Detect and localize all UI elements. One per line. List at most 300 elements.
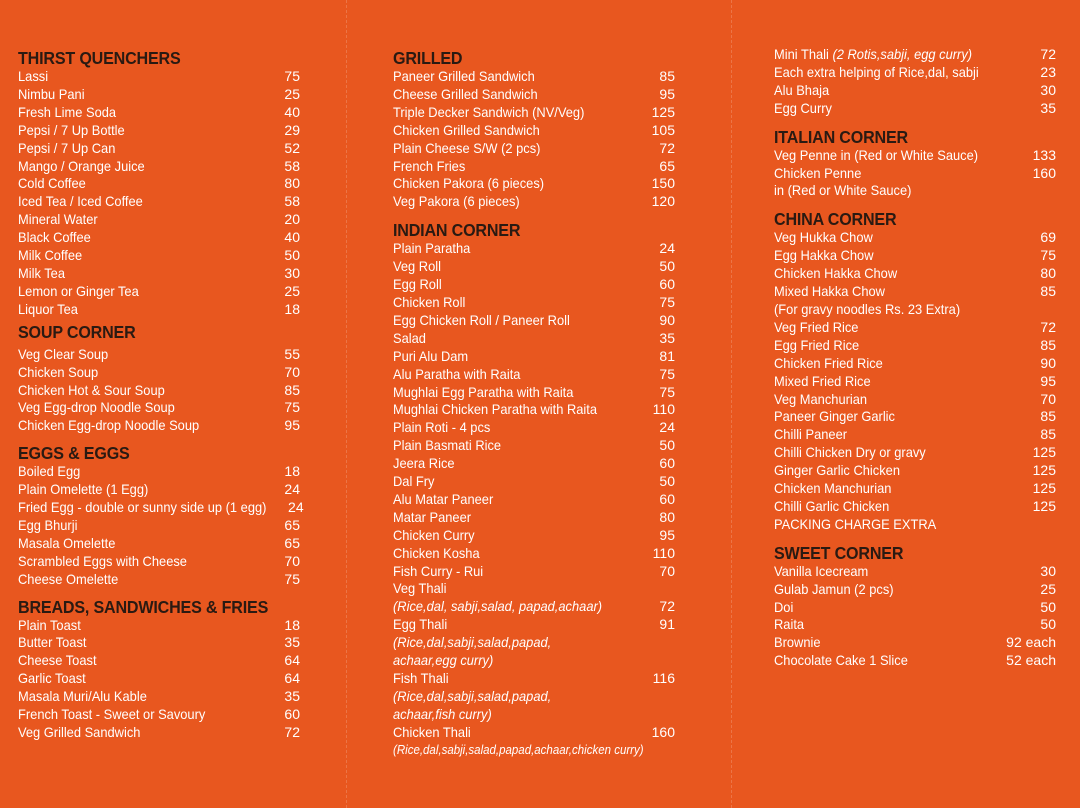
item-price: 50 — [1040, 616, 1056, 633]
menu-item — [18, 68, 300, 86]
fold-line-left — [346, 0, 347, 808]
item-price: 23 — [1040, 63, 1056, 80]
item-price: 85 — [1040, 426, 1056, 443]
item-price: 64 — [284, 652, 300, 669]
menu-item — [774, 634, 1056, 652]
item-name: Cheese Toast — [18, 652, 97, 669]
menu-item — [393, 419, 675, 437]
eggs-section — [18, 443, 304, 588]
section-title: CHINA CORNER — [774, 209, 897, 230]
item-name: Egg Thali — [393, 616, 448, 633]
item-price: 25 — [284, 85, 300, 102]
item-price: 70 — [284, 552, 300, 569]
item-name: Chocolate Cake 1 Slice — [774, 652, 908, 669]
item-name: Mughlai Egg Paratha with Raita — [393, 383, 574, 400]
item-price: 75 — [659, 383, 675, 400]
item-price: 72 — [1040, 318, 1056, 335]
menu-item — [18, 140, 300, 158]
menu-item-fish-thali — [393, 670, 675, 688]
item-name: French Toast - Sweet or Savoury — [18, 706, 206, 723]
item-price: 24 — [288, 499, 304, 516]
item-description: (Rice,dal,sabji,salad,papad, — [393, 634, 552, 651]
menu-item — [393, 366, 675, 384]
item-price: 75 — [284, 570, 300, 587]
menu-item — [18, 571, 300, 589]
item-name: Plain Roti - 4 pcs — [393, 419, 491, 436]
section-title: INDIAN CORNER — [393, 220, 521, 241]
item-price: 75 — [284, 68, 300, 84]
item-description: in (Red or White Sauce) — [774, 182, 912, 199]
item-price: 85 — [1040, 283, 1056, 300]
menu-item — [393, 330, 675, 348]
item-name: Chicken Hot & Sour Soup — [18, 381, 165, 398]
item-name: Liquor Tea — [18, 300, 78, 317]
item-price: 40 — [284, 229, 300, 246]
item-price: 60 — [659, 490, 675, 507]
item-price: 80 — [284, 175, 300, 192]
item-name: Matar Paneer — [393, 508, 472, 525]
item-name: Egg Hakka Chow — [774, 247, 874, 264]
item-name: Gulab Jamun (2 pcs) — [774, 580, 894, 597]
item-name: Plain Basmati Rice — [393, 437, 502, 454]
item-name: Egg Roll — [393, 276, 442, 293]
menu-item — [774, 581, 1056, 599]
menu-item — [18, 724, 300, 742]
item-name: Veg Clear Soup — [18, 345, 109, 362]
item-price: 72 — [1040, 46, 1056, 62]
item-price: 25 — [284, 282, 300, 299]
item-description: (Rice,dal,sabji,salad,papad,achaar,chicken curry) — [393, 742, 644, 757]
menu-item — [393, 401, 675, 419]
item-price: 18 — [284, 616, 300, 633]
item-price: 72 — [284, 724, 300, 740]
packing-charge-note: PACKING CHARGE EXTRA — [774, 515, 937, 532]
item-name: Plain Cheese S/W (2 pcs) — [393, 139, 541, 156]
section-title: GRILLED — [393, 48, 463, 68]
item-name: Plain Paratha — [393, 240, 471, 257]
item-price: 35 — [284, 688, 300, 705]
menu-item — [393, 545, 675, 563]
menu-item — [18, 229, 300, 247]
menu-item-veg-thali-desc — [393, 598, 675, 616]
menu-item — [18, 104, 300, 122]
menu-item — [393, 455, 675, 473]
china-corner-section — [774, 209, 1056, 533]
item-description: (Rice,dal,sabji,salad,papad, — [393, 687, 552, 704]
item-price: 60 — [284, 706, 300, 723]
item-price: 85 — [1040, 408, 1056, 425]
item-name: Chicken Roll — [393, 293, 466, 310]
item-price: 20 — [284, 211, 300, 228]
item-name: Dal Fry — [393, 473, 435, 490]
section-title: SOUP CORNER — [18, 321, 136, 342]
menu-item — [393, 527, 675, 545]
item-name: Chicken Penne — [774, 164, 862, 181]
menu-item — [18, 346, 300, 364]
menu-item — [18, 652, 300, 670]
menu-item — [774, 462, 1056, 480]
grilled-section — [393, 48, 675, 211]
item-price: 72 — [659, 598, 675, 615]
item-name: Egg Chicken Roll / Paneer Roll — [393, 311, 570, 328]
menu-item — [774, 408, 1056, 426]
item-price: 24 — [659, 240, 675, 257]
item-name: Veg Manchurian — [774, 390, 868, 407]
menu-item — [18, 553, 300, 571]
section-title: ITALIAN CORNER — [774, 126, 908, 147]
item-price: 50 — [659, 437, 675, 454]
menu-item — [18, 193, 300, 211]
item-price: 35 — [1040, 99, 1056, 116]
item-name: Chicken Hakka Chow — [774, 265, 898, 282]
item-price: 52 each — [1006, 652, 1056, 669]
item-price: 24 — [659, 419, 675, 436]
section-title: SWEET CORNER — [774, 542, 904, 563]
menu-item — [393, 491, 675, 509]
soup-corner-section — [18, 322, 300, 436]
item-price: 95 — [284, 417, 300, 434]
menu-item — [18, 670, 300, 688]
menu-item — [18, 417, 300, 435]
item-price: 30 — [284, 264, 300, 281]
menu-item — [774, 265, 1056, 283]
item-name: Ginger Garlic Chicken — [774, 462, 900, 479]
item-price: 70 — [659, 562, 675, 579]
item-price: 80 — [659, 508, 675, 525]
item-name: Chicken Soup — [18, 363, 99, 380]
item-price: 65 — [659, 157, 675, 174]
item-price: 64 — [284, 670, 300, 687]
item-price: 40 — [284, 103, 300, 120]
item-price: 92 each — [1006, 634, 1056, 651]
item-price: 50 — [659, 473, 675, 490]
item-name: Fish Thali — [393, 670, 449, 686]
menu-item — [774, 563, 1056, 581]
item-name: Fried Egg - double or sunny side up (1 egg) — [18, 499, 267, 516]
item-price: 110 — [652, 544, 675, 561]
menu-item — [393, 312, 675, 330]
menu-item — [18, 158, 300, 176]
item-name: Chicken Thali — [393, 723, 471, 740]
item-price: 60 — [659, 276, 675, 293]
fold-line-right — [731, 0, 732, 808]
item-name: Paneer Ginger Garlic — [774, 408, 895, 425]
item-price: 95 — [659, 85, 675, 102]
menu-item-chicken-thali — [393, 724, 675, 742]
menu-item — [18, 175, 300, 193]
item-price: 52 — [284, 139, 300, 156]
menu-item — [393, 437, 675, 455]
item-name: Mini Thali (2 Rotis,sabji, egg curry) — [774, 46, 973, 62]
item-name: Alu Bhaja — [774, 81, 830, 98]
item-name: Milk Tea — [18, 264, 66, 281]
item-price: 125 — [1032, 480, 1056, 497]
item-name: Iced Tea / Iced Coffee — [18, 193, 143, 210]
gravy-note: (For gravy noodles Rs. 23 Extra) — [774, 300, 961, 317]
item-name: Paneer Grilled Sandwich — [393, 68, 535, 84]
item-name: Cold Coffee — [18, 175, 86, 192]
menu-item — [393, 348, 675, 366]
menu-item — [774, 319, 1056, 337]
item-price: 65 — [284, 516, 300, 533]
item-price: 133 — [1032, 146, 1056, 163]
menu-item — [18, 247, 300, 265]
item-name: Each extra helping of Rice,dal, sabji — [774, 63, 979, 80]
item-name: Boiled Egg — [18, 463, 81, 480]
item-name: Masala Muri/Alu Kable — [18, 688, 147, 705]
menu-item — [18, 86, 300, 104]
menu-item — [18, 481, 300, 499]
item-name: Mixed Hakka Chow — [774, 283, 885, 300]
menu-item — [774, 652, 1056, 670]
item-name: Pepsi / 7 Up Bottle — [18, 121, 125, 138]
menu-item — [774, 599, 1056, 617]
menu-item — [18, 688, 300, 706]
menu-item — [393, 240, 675, 258]
item-name: Chicken Egg-drop Noodle Soup — [18, 417, 200, 434]
menu-item — [18, 382, 300, 400]
item-name: Raita — [774, 616, 805, 633]
menu-item — [393, 193, 675, 211]
item-name: Fish Curry - Rui — [393, 562, 484, 579]
section-title: THIRST QUENCHERS — [18, 48, 181, 68]
item-name: Scrambled Eggs with Cheese — [18, 552, 187, 569]
menu-item — [774, 283, 1056, 301]
item-name: Lemon or Ginger Tea — [18, 282, 139, 299]
item-name: Mineral Water — [18, 211, 98, 228]
item-name: Chicken Grilled Sandwich — [393, 121, 540, 138]
item-price: 105 — [651, 121, 675, 138]
item-price: 160 — [651, 723, 675, 740]
item-price: 60 — [659, 455, 675, 472]
menu-item — [18, 211, 300, 229]
menu-item — [18, 499, 304, 517]
item-price: 150 — [651, 175, 675, 192]
item-price: 90 — [1040, 354, 1056, 371]
item-description: achaar,egg curry) — [393, 652, 494, 669]
item-name: French Fries — [393, 157, 466, 174]
menu-item — [393, 140, 675, 158]
item-price: 18 — [284, 300, 300, 317]
menu-column-3 — [774, 0, 1056, 670]
item-name: Egg Curry — [774, 99, 832, 116]
menu-item — [393, 158, 675, 176]
item-name: Vanilla Icecream — [774, 562, 869, 579]
menu-item — [18, 706, 300, 724]
menu-item — [774, 373, 1056, 391]
menu-item — [18, 122, 300, 140]
item-name: Chicken Pakora (6 pieces) — [393, 175, 545, 192]
menu-item — [393, 86, 675, 104]
item-price: 85 — [284, 381, 300, 398]
item-name: Veg Grilled Sandwich — [18, 724, 141, 740]
item-name: Plain Omelette (1 Egg) — [18, 481, 149, 498]
menu-item — [774, 355, 1056, 373]
menu-item — [393, 122, 675, 140]
item-name: Salad — [393, 329, 426, 346]
item-price: 30 — [1040, 562, 1056, 579]
item-price: 85 — [1040, 336, 1056, 353]
menu-item — [774, 480, 1056, 498]
menu-item — [393, 473, 675, 491]
item-name: Pepsi / 7 Up Can — [18, 139, 116, 156]
item-price: 18 — [284, 463, 300, 480]
item-name: Black Coffee — [18, 229, 91, 246]
sweet-corner-section — [774, 543, 1056, 670]
item-name: Alu Matar Paneer — [393, 490, 494, 507]
item-price: 75 — [659, 365, 675, 382]
menu-column-1 — [18, 0, 304, 742]
item-name: Veg Thali — [393, 580, 447, 597]
menu-item — [774, 337, 1056, 355]
item-description: (Rice,dal, sabji,salad, papad,achaar) — [393, 598, 603, 615]
menu-item — [774, 426, 1056, 444]
menu-item — [774, 616, 1056, 634]
item-name: Chicken Curry — [393, 526, 475, 543]
item-price: 120 — [651, 193, 675, 210]
item-name: Chicken Kosha — [393, 544, 480, 561]
menu-item — [18, 399, 300, 417]
item-name: Mango / Orange Juice — [18, 157, 145, 174]
item-price: 30 — [1040, 81, 1056, 98]
item-price: 75 — [284, 399, 300, 416]
item-name: Chicken Fried Rice — [774, 354, 883, 371]
item-price: 25 — [1040, 580, 1056, 597]
breads-section — [18, 597, 300, 742]
item-name: Fresh Lime Soda — [18, 103, 117, 120]
item-price: 65 — [284, 534, 300, 551]
menu-item — [18, 535, 300, 553]
menu-item-mini-thali — [774, 46, 1056, 64]
section-title: BREADS, SANDWICHES & FRIES — [18, 596, 269, 617]
item-price: 91 — [659, 616, 675, 633]
item-name: Butter Toast — [18, 634, 87, 651]
item-name: Nimbu Pani — [18, 85, 85, 102]
item-price: 24 — [284, 481, 300, 498]
menu-item — [774, 444, 1056, 462]
item-name: Doi — [774, 598, 794, 615]
item-price: 75 — [659, 293, 675, 310]
item-name: Veg Hukka Chow — [774, 229, 873, 246]
item-name: Cheese Omelette — [18, 570, 119, 587]
menu-item-egg-thali — [393, 616, 675, 634]
item-price: 85 — [659, 68, 675, 84]
item-name: Mughlai Chicken Paratha with Raita — [393, 401, 598, 418]
menu-item — [18, 617, 300, 635]
menu-item — [774, 64, 1056, 82]
menu-item — [774, 391, 1056, 409]
menu-item — [393, 104, 675, 122]
item-name: Brownie — [774, 634, 821, 651]
item-price: 55 — [284, 345, 300, 362]
item-price: 95 — [659, 526, 675, 543]
item-price: 50 — [659, 258, 675, 275]
item-price: 95 — [1040, 372, 1056, 389]
menu-item — [18, 283, 300, 301]
item-price: 125 — [1032, 462, 1056, 479]
item-price: 35 — [284, 634, 300, 651]
item-name: Triple Decker Sandwich (NV/Veg) — [393, 103, 585, 120]
menu-item — [393, 258, 675, 276]
thirst-quenchers-section — [18, 48, 300, 319]
item-price: 72 — [659, 139, 675, 156]
item-name: Chilli Garlic Chicken — [774, 497, 890, 514]
item-name: Veg Fried Rice — [774, 318, 859, 335]
menu-item — [774, 229, 1056, 247]
italian-corner-section — [774, 127, 1056, 201]
menu-item — [774, 247, 1056, 265]
thali-extras-section — [774, 46, 1056, 118]
item-price: 69 — [1040, 229, 1056, 246]
menu-item — [18, 517, 300, 535]
item-name: Milk Coffee — [18, 247, 83, 264]
item-name: Masala Omelette — [18, 534, 116, 551]
item-name: Cheese Grilled Sandwich — [393, 85, 538, 102]
menu-item — [774, 165, 1056, 183]
item-price: 29 — [284, 121, 300, 138]
menu-item — [774, 100, 1056, 118]
item-price: 50 — [1040, 598, 1056, 615]
item-name: Egg Bhurji — [18, 516, 78, 533]
item-name: Veg Pakora (6 pieces) — [393, 193, 520, 210]
menu-item — [393, 563, 675, 581]
menu-item — [393, 384, 675, 402]
item-name: Veg Egg-drop Noodle Soup — [18, 399, 175, 416]
menu-column-2 — [393, 0, 675, 760]
item-price: 160 — [1032, 164, 1056, 181]
item-price: 125 — [651, 103, 675, 120]
item-name: Egg Fried Rice — [774, 336, 860, 353]
item-price: 75 — [1040, 247, 1056, 264]
menu-item — [774, 147, 1056, 165]
menu-item — [393, 276, 675, 294]
item-price: 125 — [1032, 444, 1056, 461]
item-name: Chilli Chicken Dry or gravy — [774, 444, 926, 461]
item-price: 125 — [1032, 497, 1056, 514]
item-price: 50 — [284, 247, 300, 264]
item-name: Veg Roll — [393, 258, 441, 275]
item-price: 90 — [659, 311, 675, 328]
item-price: 81 — [659, 347, 675, 364]
item-price: 116 — [652, 670, 675, 686]
item-price: 70 — [284, 363, 300, 380]
menu-item — [774, 498, 1056, 516]
item-name: Mixed Fried Rice — [774, 372, 871, 389]
menu-item — [393, 294, 675, 312]
menu-item — [18, 463, 300, 481]
item-name: Chicken Manchurian — [774, 480, 892, 497]
item-price: 110 — [652, 401, 675, 418]
item-name: Lassi — [18, 68, 49, 84]
item-name: Plain Toast — [18, 616, 81, 633]
item-price: 80 — [1040, 265, 1056, 282]
menu-item — [18, 301, 300, 319]
item-price: 58 — [284, 157, 300, 174]
item-name: Puri Alu Dam — [393, 347, 469, 364]
item-name: Chilli Paneer — [774, 426, 848, 443]
item-price: 35 — [659, 329, 675, 346]
menu-item — [774, 82, 1056, 100]
menu-item-veg-thali — [393, 580, 675, 598]
item-name: Veg Penne in (Red or White Sauce) — [774, 146, 979, 163]
menu-item — [18, 634, 300, 652]
item-name: Jeera Rice — [393, 455, 455, 472]
item-description: achaar,fish curry) — [393, 705, 492, 722]
item-name: Alu Paratha with Raita — [393, 365, 521, 382]
menu-item — [393, 509, 675, 527]
menu-item — [18, 265, 300, 283]
menu-item — [18, 364, 300, 382]
